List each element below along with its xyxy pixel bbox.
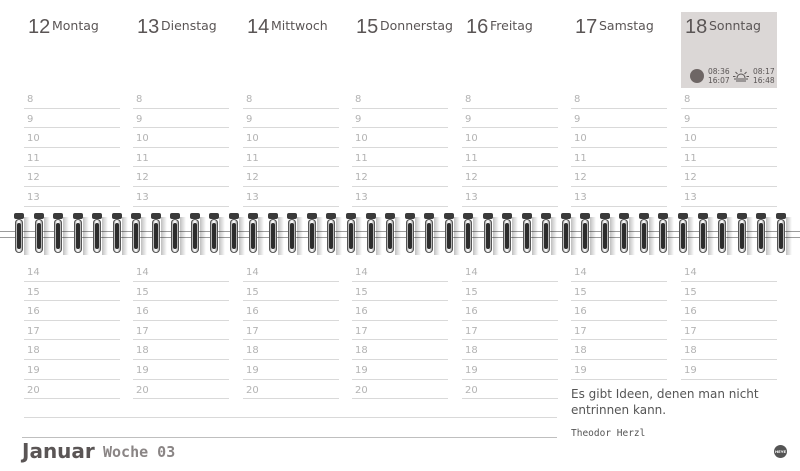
hour-slot: 19: [133, 360, 229, 380]
hour-slot: 17: [571, 321, 667, 341]
binding-coil: [678, 213, 688, 257]
day-number: 17: [575, 16, 598, 38]
binding-coil: [248, 213, 258, 257]
day-name: Donnerstag: [380, 18, 453, 33]
hour-slot: 10: [24, 128, 120, 148]
hour-slot: 13: [571, 187, 667, 207]
brand-logo: HEYE: [774, 445, 787, 458]
hour-slot: 16: [462, 301, 558, 321]
day-name: Montag: [52, 18, 99, 33]
hour-slot: 16: [133, 301, 229, 321]
day-number: 15: [356, 16, 379, 38]
hour-slot: 18: [24, 340, 120, 360]
hour-slot: 13: [462, 187, 558, 207]
footer-rule: [22, 437, 557, 438]
hour-slot: 9: [243, 109, 339, 129]
hour-slot: 11: [243, 148, 339, 168]
binding-coil: [170, 213, 180, 257]
binding-coil: [580, 213, 590, 257]
hour-slot: 12: [243, 167, 339, 187]
hour-slot: 10: [681, 128, 777, 148]
sun-moon-info: [687, 67, 777, 87]
hour-slot: 8: [681, 89, 777, 109]
hour-slot: 9: [571, 109, 667, 129]
hour-slot: 15: [681, 282, 777, 302]
hour-slot: 10: [571, 128, 667, 148]
hour-slot: 12: [352, 167, 448, 187]
binding-coil: [131, 213, 141, 257]
binding-coil: [658, 213, 668, 257]
binding-coil: [366, 213, 376, 257]
day-header: [24, 12, 120, 88]
hour-slot: 15: [243, 282, 339, 302]
hour-slot: 20: [352, 380, 448, 400]
binding-coil: [619, 213, 629, 257]
binding-coil: [287, 213, 297, 257]
hour-slot: 17: [133, 321, 229, 341]
hour-slot: 14: [133, 262, 229, 282]
day-header: [462, 12, 558, 88]
binding-coil: [737, 213, 747, 257]
hour-slot: 15: [133, 282, 229, 302]
hour-slot: 8: [352, 89, 448, 109]
hour-slot: 19: [462, 360, 558, 380]
day-header: [133, 12, 229, 88]
new-moon-icon: [690, 69, 704, 83]
hour-slot: 13: [243, 187, 339, 207]
hour-slot: 13: [681, 187, 777, 207]
hour-slot: 11: [571, 148, 667, 168]
hour-slot: 14: [571, 262, 667, 282]
hour-slot: 19: [681, 360, 777, 380]
hour-slot: 16: [571, 301, 667, 321]
month-label: Januar: [22, 439, 95, 463]
sun-times: [753, 67, 775, 85]
day-number: 14: [247, 16, 270, 38]
hour-slot: 10: [462, 128, 558, 148]
day-header: [352, 12, 453, 88]
hour-slot: 17: [352, 321, 448, 341]
binding-coil: [326, 213, 336, 257]
hour-slot: 9: [462, 109, 558, 129]
binding-coil: [209, 213, 219, 257]
hour-slot: 8: [24, 89, 120, 109]
binding-coil: [307, 213, 317, 257]
moonrise-time: 08:36: [708, 67, 730, 76]
hour-slot: 12: [24, 167, 120, 187]
hour-slot: 18: [352, 340, 448, 360]
binding-coil: [522, 213, 532, 257]
spiral-binding: [0, 211, 800, 259]
hour-slot: 16: [681, 301, 777, 321]
binding-coil: [268, 213, 278, 257]
hour-slot: 19: [24, 360, 120, 380]
hour-slot: 14: [352, 262, 448, 282]
binding-coil: [541, 213, 551, 257]
hour-slot: 9: [681, 109, 777, 129]
day-header: [243, 12, 339, 88]
hour-slot: 14: [24, 262, 120, 282]
hour-slot: 9: [352, 109, 448, 129]
hour-slot: 8: [462, 89, 558, 109]
hour-slot: 8: [133, 89, 229, 109]
hour-slot: 16: [24, 301, 120, 321]
hour-slot: 19: [571, 360, 667, 380]
hour-slot: 9: [24, 109, 120, 129]
hour-slot: 15: [462, 282, 558, 302]
binding-coil: [639, 213, 649, 257]
hour-slot: 8: [243, 89, 339, 109]
hour-slot: 17: [24, 321, 120, 341]
moonset-time: 16:07: [708, 76, 730, 85]
hour-slot: 10: [133, 128, 229, 148]
day-name: Freitag: [490, 18, 533, 33]
hour-slot: 17: [462, 321, 558, 341]
hour-slot: 11: [24, 148, 120, 168]
hour-slot: 19: [243, 360, 339, 380]
binding-coil: [483, 213, 493, 257]
binding-coil: [190, 213, 200, 257]
day-header: [571, 12, 667, 88]
binding-coil: [229, 213, 239, 257]
binding-coil: [717, 213, 727, 257]
hour-slot: 18: [571, 340, 667, 360]
day-number: 18: [685, 16, 708, 38]
binding-coil: [34, 213, 44, 257]
binding-coil: [405, 213, 415, 257]
hour-slot: 11: [462, 148, 558, 168]
day-number: 13: [137, 16, 160, 38]
hour-slot: 11: [681, 148, 777, 168]
hour-slot: 13: [24, 187, 120, 207]
sunset-time: 16:48: [753, 76, 775, 85]
binding-coil: [73, 213, 83, 257]
hour-slot: 20: [133, 380, 229, 400]
day-name: Samstag: [599, 18, 654, 33]
binding-coil: [600, 213, 610, 257]
hour-slot: 16: [243, 301, 339, 321]
week-label: Woche 03: [103, 443, 176, 461]
hour-slot: 14: [681, 262, 777, 282]
hour-slot: 16: [352, 301, 448, 321]
hour-slot: 10: [243, 128, 339, 148]
hour-slot: 14: [462, 262, 558, 282]
hour-slot: 20: [243, 380, 339, 400]
hour-slot: 19: [352, 360, 448, 380]
hour-slot: 8: [571, 89, 667, 109]
binding-coil: [346, 213, 356, 257]
binding-coil: [151, 213, 161, 257]
binding-coil: [502, 213, 512, 257]
moon-times: [708, 67, 730, 85]
hour-slot: 12: [133, 167, 229, 187]
hour-slot: 11: [352, 148, 448, 168]
hour-slot: 15: [24, 282, 120, 302]
hour-slot: 9: [133, 109, 229, 129]
hour-slot: 14: [243, 262, 339, 282]
quote-text: Es gibt Ideen, denen man nicht entrinnen kann.: [571, 387, 759, 417]
binding-coil: [444, 213, 454, 257]
sunrise-icon: [733, 68, 749, 82]
binding-coil: [756, 213, 766, 257]
hour-slot: 13: [352, 187, 448, 207]
binding-coil: [698, 213, 708, 257]
hour-slot: 12: [571, 167, 667, 187]
binding-coil: [92, 213, 102, 257]
day-number: 12: [28, 16, 51, 38]
hour-slot: 11: [133, 148, 229, 168]
binding-coil: [112, 213, 122, 257]
sunrise-time: 08:17: [753, 67, 775, 76]
day-name: Dienstag: [161, 18, 217, 33]
hour-slot: 12: [681, 167, 777, 187]
hour-slot: 17: [681, 321, 777, 341]
hour-slot: 13: [133, 187, 229, 207]
hour-slot: 20: [24, 380, 120, 400]
hour-slot: 15: [571, 282, 667, 302]
binding-coil: [463, 213, 473, 257]
binding-coil: [14, 213, 24, 257]
day-number: 16: [466, 16, 489, 38]
hour-slot: 18: [133, 340, 229, 360]
hour-slot: 18: [462, 340, 558, 360]
hour-slot: 15: [352, 282, 448, 302]
day-name: Sonntag: [709, 18, 761, 33]
hour-slot: 20: [462, 380, 558, 400]
binding-coil: [53, 213, 63, 257]
binding-coil: [385, 213, 395, 257]
hour-slot: 18: [243, 340, 339, 360]
binding-coil: [561, 213, 571, 257]
hour-slot: 17: [243, 321, 339, 341]
binding-coil: [424, 213, 434, 257]
day-header-sunday: [681, 12, 777, 88]
note-line: [24, 417, 557, 418]
binding-coil: [776, 213, 786, 257]
hour-slot: 18: [681, 340, 777, 360]
hour-slot: 12: [462, 167, 558, 187]
hour-slot: 10: [352, 128, 448, 148]
day-name: Mittwoch: [271, 18, 328, 33]
quote-author: Theodor Herzl: [571, 428, 646, 439]
